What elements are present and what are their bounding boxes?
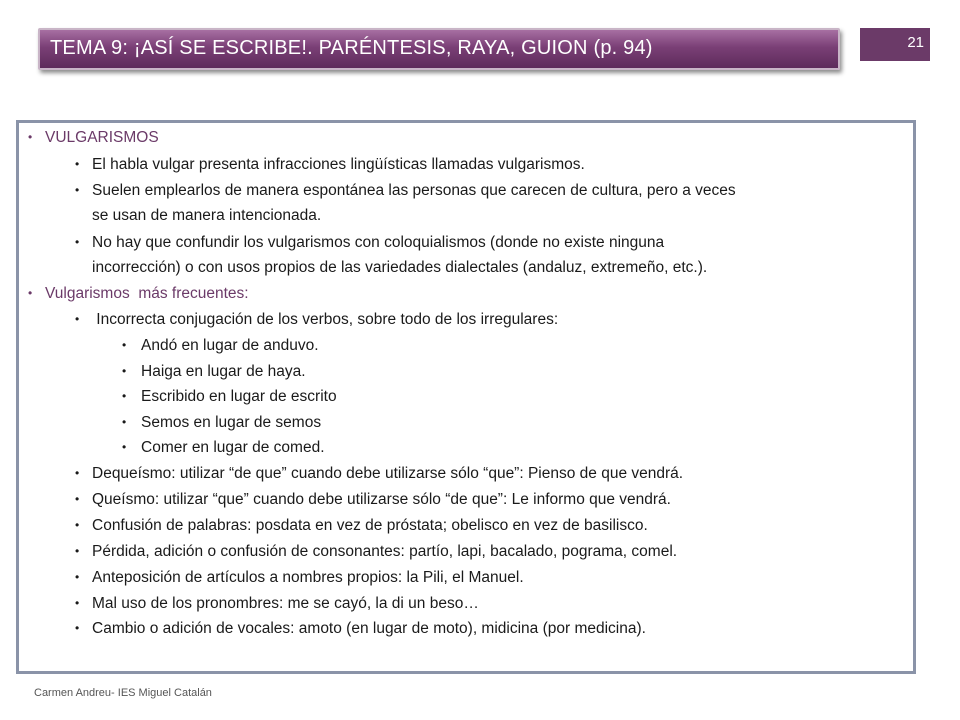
- intro-item-2-line-1: Suelen emplearlos de manera espontánea las personas que carecen de cultura, pero a veces: [92, 182, 736, 199]
- page-number-box: [860, 28, 930, 61]
- intro-item-3-line-1: No hay que confundir los vulgarismos con coloquialismos (donde no existe ninguna: [92, 234, 665, 251]
- heading-vulgarismos: VULGARISMOS: [45, 129, 159, 146]
- vulgarism-item: Dequeísmo: utilizar “de que” cuando debe utilizarse sólo “que”: Pienso de que vendrá.: [92, 465, 684, 482]
- vulgarism-item: Queísmo: utilizar “que” cuando debe utilizarse sólo “de que”: Le informo que vendrá.: [92, 491, 671, 508]
- bullet-icon: •: [75, 492, 80, 506]
- conjugacion-example: Escribido en lugar de escrito: [141, 388, 337, 405]
- intro-item-1: El habla vulgar presenta infracciones lingüísticas llamadas vulgarismos.: [92, 156, 585, 173]
- intro-item-2-line-2: se usan de manera intencionada.: [92, 207, 322, 224]
- vulgarism-item: Mal uso de los pronombres: me se cayó, la di un beso…: [92, 595, 479, 612]
- vulgarism-item: Cambio o adición de vocales: amoto (en lugar de moto), midicina (por medicina).: [92, 620, 646, 637]
- bullet-icon: •: [75, 235, 80, 249]
- footer-credit: Carmen Andreu- IES Miguel Catalán: [34, 687, 212, 699]
- vulgarism-item: Confusión de palabras: posdata en vez de próstata; obelisco en vez de basilisco.: [92, 517, 648, 534]
- bullet-icon: •: [122, 338, 127, 352]
- conjugacion-label: Incorrecta conjugación de los verbos, sobre todo de los irregulares:: [92, 311, 559, 328]
- bullet-icon: •: [75, 157, 80, 171]
- conjugacion-example: Andó en lugar de anduvo.: [141, 337, 319, 354]
- bullet-icon: •: [28, 286, 33, 300]
- bullet-icon: •: [75, 596, 80, 610]
- vulgarism-item: Anteposición de artículos a nombres propios: la Pili, el Manuel.: [92, 569, 524, 586]
- title-bar: [38, 28, 840, 70]
- bullet-icon: •: [122, 440, 127, 454]
- conjugacion-example: Comer en lugar de comed.: [141, 439, 325, 456]
- bullet-icon: •: [75, 544, 80, 558]
- bullet-icon: •: [122, 415, 127, 429]
- bullet-icon: •: [75, 183, 80, 197]
- bullet-icon: •: [75, 570, 80, 584]
- conjugacion-example: Semos en lugar de semos: [141, 414, 322, 431]
- vulgarism-item: Pérdida, adición o confusión de consonantes: partío, lapi, bacalado, pograma, comel.: [92, 543, 678, 560]
- slide-title: TEMA 9: ¡ASÍ SE ESCRIBE!. PARÉNTESIS, RAYA, GUION (p. 94): [50, 37, 653, 59]
- bullet-icon: •: [122, 389, 127, 403]
- bullet-icon: •: [75, 466, 80, 480]
- bullet-icon: •: [122, 364, 127, 378]
- bullet-icon: •: [28, 130, 33, 144]
- bullet-icon: •: [75, 621, 80, 635]
- page-number: 21: [907, 34, 924, 51]
- bullet-icon: •: [75, 312, 80, 326]
- bullet-icon: •: [75, 518, 80, 532]
- heading-frecuentes: Vulgarismos más frecuentes:: [45, 285, 249, 302]
- conjugacion-example: Haiga en lugar de haya.: [141, 363, 306, 380]
- intro-item-3-line-2: incorrección) o con usos propios de las variedades dialectales (andaluz, extremeño, etc.).: [92, 259, 708, 276]
